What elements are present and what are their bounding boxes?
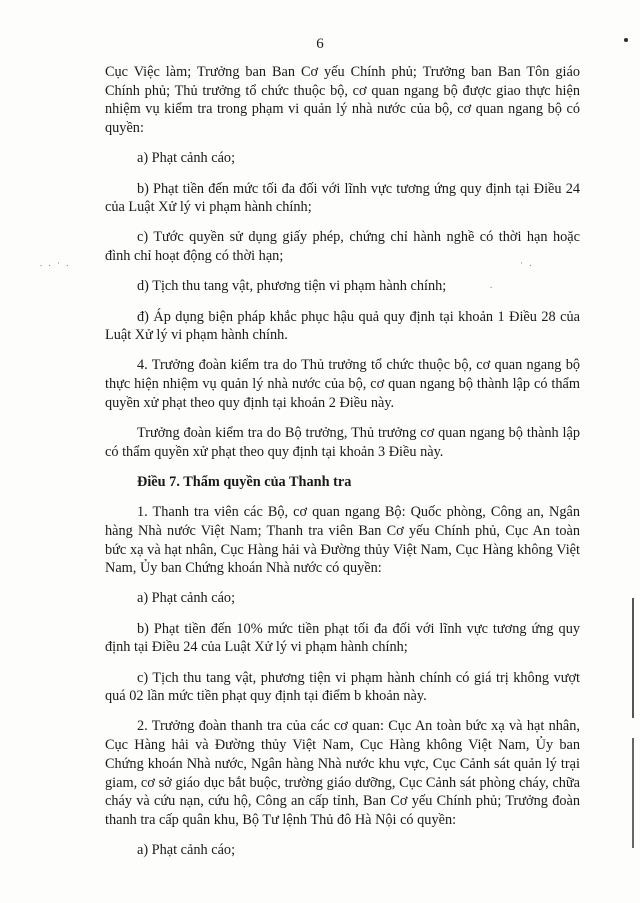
- list-item: d) Tịch thu tang vật, phương tiện vi phạm hành chính;: [137, 278, 447, 295]
- paragraph: 2. Trưởng đoàn thanh tra của các cơ quan: Cục An toàn bức xạ và hạt nhân, Cục Hàng hải và Đường thủy Việt Nam, Cục Hàng không Việt Nam, Ủy ban Chứng khoán Nhà nước, Ngân hàng Nhà nước khu vực, Cục Cảnh sát quản lý trại giam, cơ sở giáo dục bắt buộc, trường giáo dưỡng, Cục Cảnh sát phòng cháy, chữa cháy và cứu nạn, cứu hộ, Công an cấp tỉnh, Ban Cơ yếu Chính phủ; Trưởng đoàn thanh tra cấp quân khu, Bộ Tư lệnh Thủ đô Hà Nội có quyền:: [105, 718, 580, 828]
- document-body: [105, 63, 580, 860]
- page-number: 6: [316, 36, 324, 52]
- list-item: b) Phạt tiền đến 10% mức tiền phạt tối đa đối với lĩnh vực tương ứng quy định tại Điều 24 của Luật Xử lý vi phạm hành chính;: [105, 620, 580, 656]
- paragraph: Cục Việc làm; Trưởng ban Ban Cơ yếu Chính phủ; Trưởng ban Ban Tôn giáo Chính phủ; Thủ trưởng tổ chức thuộc bộ, cơ quan ngang bộ được giao thực hiện nhiệm vụ kiểm tra trong phạm vi quản lý nhà nước của bộ, cơ quan ngang bộ có quyền:: [105, 64, 580, 137]
- list-item: đ) Áp dụng biện pháp khắc phục hậu quả quy định tại khoản 1 Điều 28 của Luật Xử lý vi phạm hành chính.: [105, 308, 580, 344]
- list-item: c) Tịch thu tang vật, phương tiện vi phạm hành chính có giá trị không vượt quá 02 lần mức tiền phạt quy định tại điểm b khoản này.: [105, 669, 580, 705]
- list-item: a) Phạt cảnh cáo;: [137, 150, 236, 167]
- list-item: a) Phạt cảnh cáo;: [137, 590, 236, 607]
- scan-noise: . . · .: [40, 258, 71, 268]
- scan-noise: .: [490, 280, 495, 290]
- list-item: b) Phạt tiền đến mức tối đa đối với lĩnh vực tương ứng quy định tại Điều 24 của Luật Xử lý vi phạm hành chính;: [105, 180, 580, 216]
- list-item: c) Tước quyền sử dụng giấy phép, chứng chỉ hành nghề có thời hạn hoặc đình chỉ hoạt động có thời hạn;: [105, 229, 580, 265]
- paragraph: Trưởng đoàn kiểm tra do Bộ trưởng, Thủ trưởng cơ quan ngang bộ thành lập có thẩm quyền xử phạt theo quy định tại khoản 3 Điều này.: [105, 425, 580, 460]
- list-item: a) Phạt cảnh cáo;: [137, 842, 236, 859]
- scan-edge-line: [632, 598, 634, 718]
- scan-edge-line: [632, 738, 634, 848]
- article-heading: Điều 7. Thẩm quyền của Thanh tra: [137, 473, 352, 490]
- scan-noise: · .: [520, 258, 534, 268]
- paragraph: 4. Trưởng đoàn kiểm tra do Thủ trưởng tổ chức thuộc bộ, cơ quan ngang bộ thực hiện nhiệm vụ quản lý nhà nước của bộ, cơ quan ngang bộ thành lập có thẩm quyền xử phạt theo quy định tại khoản 2 Điều này.: [105, 357, 580, 411]
- scan-speck: [624, 38, 628, 42]
- paragraph: 1. Thanh tra viên các Bộ, cơ quan ngang Bộ: Quốc phòng, Công an, Ngân hàng Nhà nước Việt Nam; Thanh tra viên Ban Cơ yếu Chính phủ, Cục An toàn bức xạ và hạt nhân, Cục Hàng hải và Đường thủy Việt Nam, Cục Hàng không Việt Nam, Ủy ban Chứng khoán Nhà nước có quyền:: [105, 504, 580, 577]
